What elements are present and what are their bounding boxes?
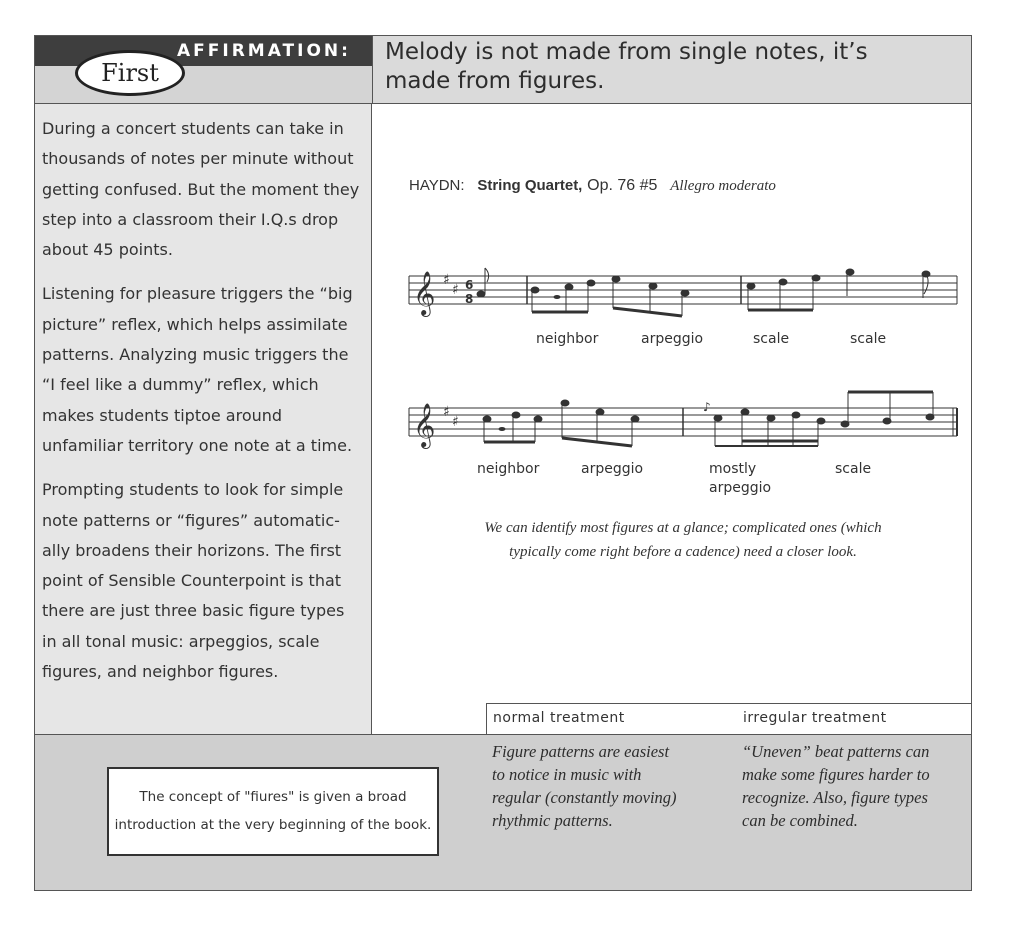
text-line: to notice in music with <box>492 765 642 784</box>
figure-label: arpeggio <box>709 480 772 496</box>
text-line: make some figures harder to <box>742 765 930 784</box>
caption-line-2: typically come right before a cadence) need a closer look. <box>509 544 857 560</box>
normal-treatment-heading: normal treatment <box>493 710 625 726</box>
figure-label: scale <box>753 331 790 347</box>
sharp-icon: ♯ <box>443 272 450 288</box>
text-line: “Uneven” beat patterns can <box>742 742 930 761</box>
paragraph-1: During a concert students can take in thousands of notes per minute without getting confused. But the moment they step into a classroom their I.Q.s drop about 45 points. <box>42 119 360 260</box>
treble-clef-icon: 𝄞 <box>413 271 436 315</box>
affirmation-page <box>34 35 972 891</box>
example-caption <box>433 516 933 564</box>
paragraph-3: Prompting students to look for simple note patterns or “figures” automatic-ally broadens their horizons. The first point of Sensible Counterpoint is that there are just three basic figure types in all tonal music: arpeggios, scale figures, and neighbor figures. <box>42 480 345 682</box>
text-line: recognize. Also, figure types <box>742 788 928 807</box>
figure-label: arpeggio <box>581 461 644 477</box>
left-column <box>35 104 372 735</box>
normal-treatment-text <box>492 740 722 832</box>
composer: HAYDN: <box>409 177 465 194</box>
caption-line-1: We can identify most figures at a glance; complicated ones (which <box>484 520 882 536</box>
header-badge-area <box>35 36 372 103</box>
bottom-panel <box>35 734 971 890</box>
figure-label: arpeggio <box>641 331 704 347</box>
svg-text:♪: ♪ <box>703 400 711 414</box>
piece-heading <box>409 176 776 195</box>
text-line: regular (constantly moving) <box>492 788 677 807</box>
irregular-treatment-heading: irregular treatment <box>743 710 887 726</box>
treble-clef-icon: 𝄞 <box>413 403 436 447</box>
sharp-icon: ♯ <box>452 414 459 430</box>
opus-number: Op. 76 #5 <box>587 177 658 194</box>
page-title <box>372 36 971 103</box>
note-box <box>107 767 439 856</box>
text-line: Figure patterns are easiest <box>492 742 670 761</box>
time-signature: 6 <box>465 278 474 292</box>
treatment-headers <box>486 703 972 734</box>
sharp-icon: ♯ <box>443 404 450 420</box>
text-line: rhythmic patterns. <box>492 811 613 830</box>
title-line-2: made from figures. <box>385 68 605 94</box>
figure-label: scale <box>835 461 872 477</box>
first-badge-text: First <box>101 59 159 87</box>
music-example <box>373 104 971 704</box>
figure-label: scale <box>850 331 887 347</box>
note-line-1: The concept of "fiures" is given a broad <box>139 789 407 805</box>
tempo-marking: Allegro moderato <box>670 178 776 194</box>
title-line-1: Melody is not made from single notes, it’s <box>385 39 868 65</box>
affirmation-label: AFFIRMATION: <box>177 41 351 61</box>
irregular-treatment-text <box>742 740 972 832</box>
figure-label: mostly <box>709 461 757 477</box>
work-title: String Quartet, <box>477 177 583 194</box>
sharp-icon: ♯ <box>452 282 459 298</box>
staff-1 <box>373 246 971 326</box>
note-line-2: introduction at the very beginning of the book. <box>114 817 432 833</box>
figure-label: neighbor <box>477 461 540 477</box>
svg-text:8: 8 <box>465 292 474 306</box>
figure-label: neighbor <box>536 331 599 347</box>
text-line: can be combined. <box>742 811 858 830</box>
staff-2 <box>373 386 971 466</box>
paragraph-2: Listening for pleasure triggers the “big picture” reflex, which helps assimilate patterns. Analyzing music triggers the “I feel like a dummy” reflex, which makes students tiptoe around unfamiliar territory one note at a time. <box>42 284 353 455</box>
first-badge <box>75 50 185 96</box>
